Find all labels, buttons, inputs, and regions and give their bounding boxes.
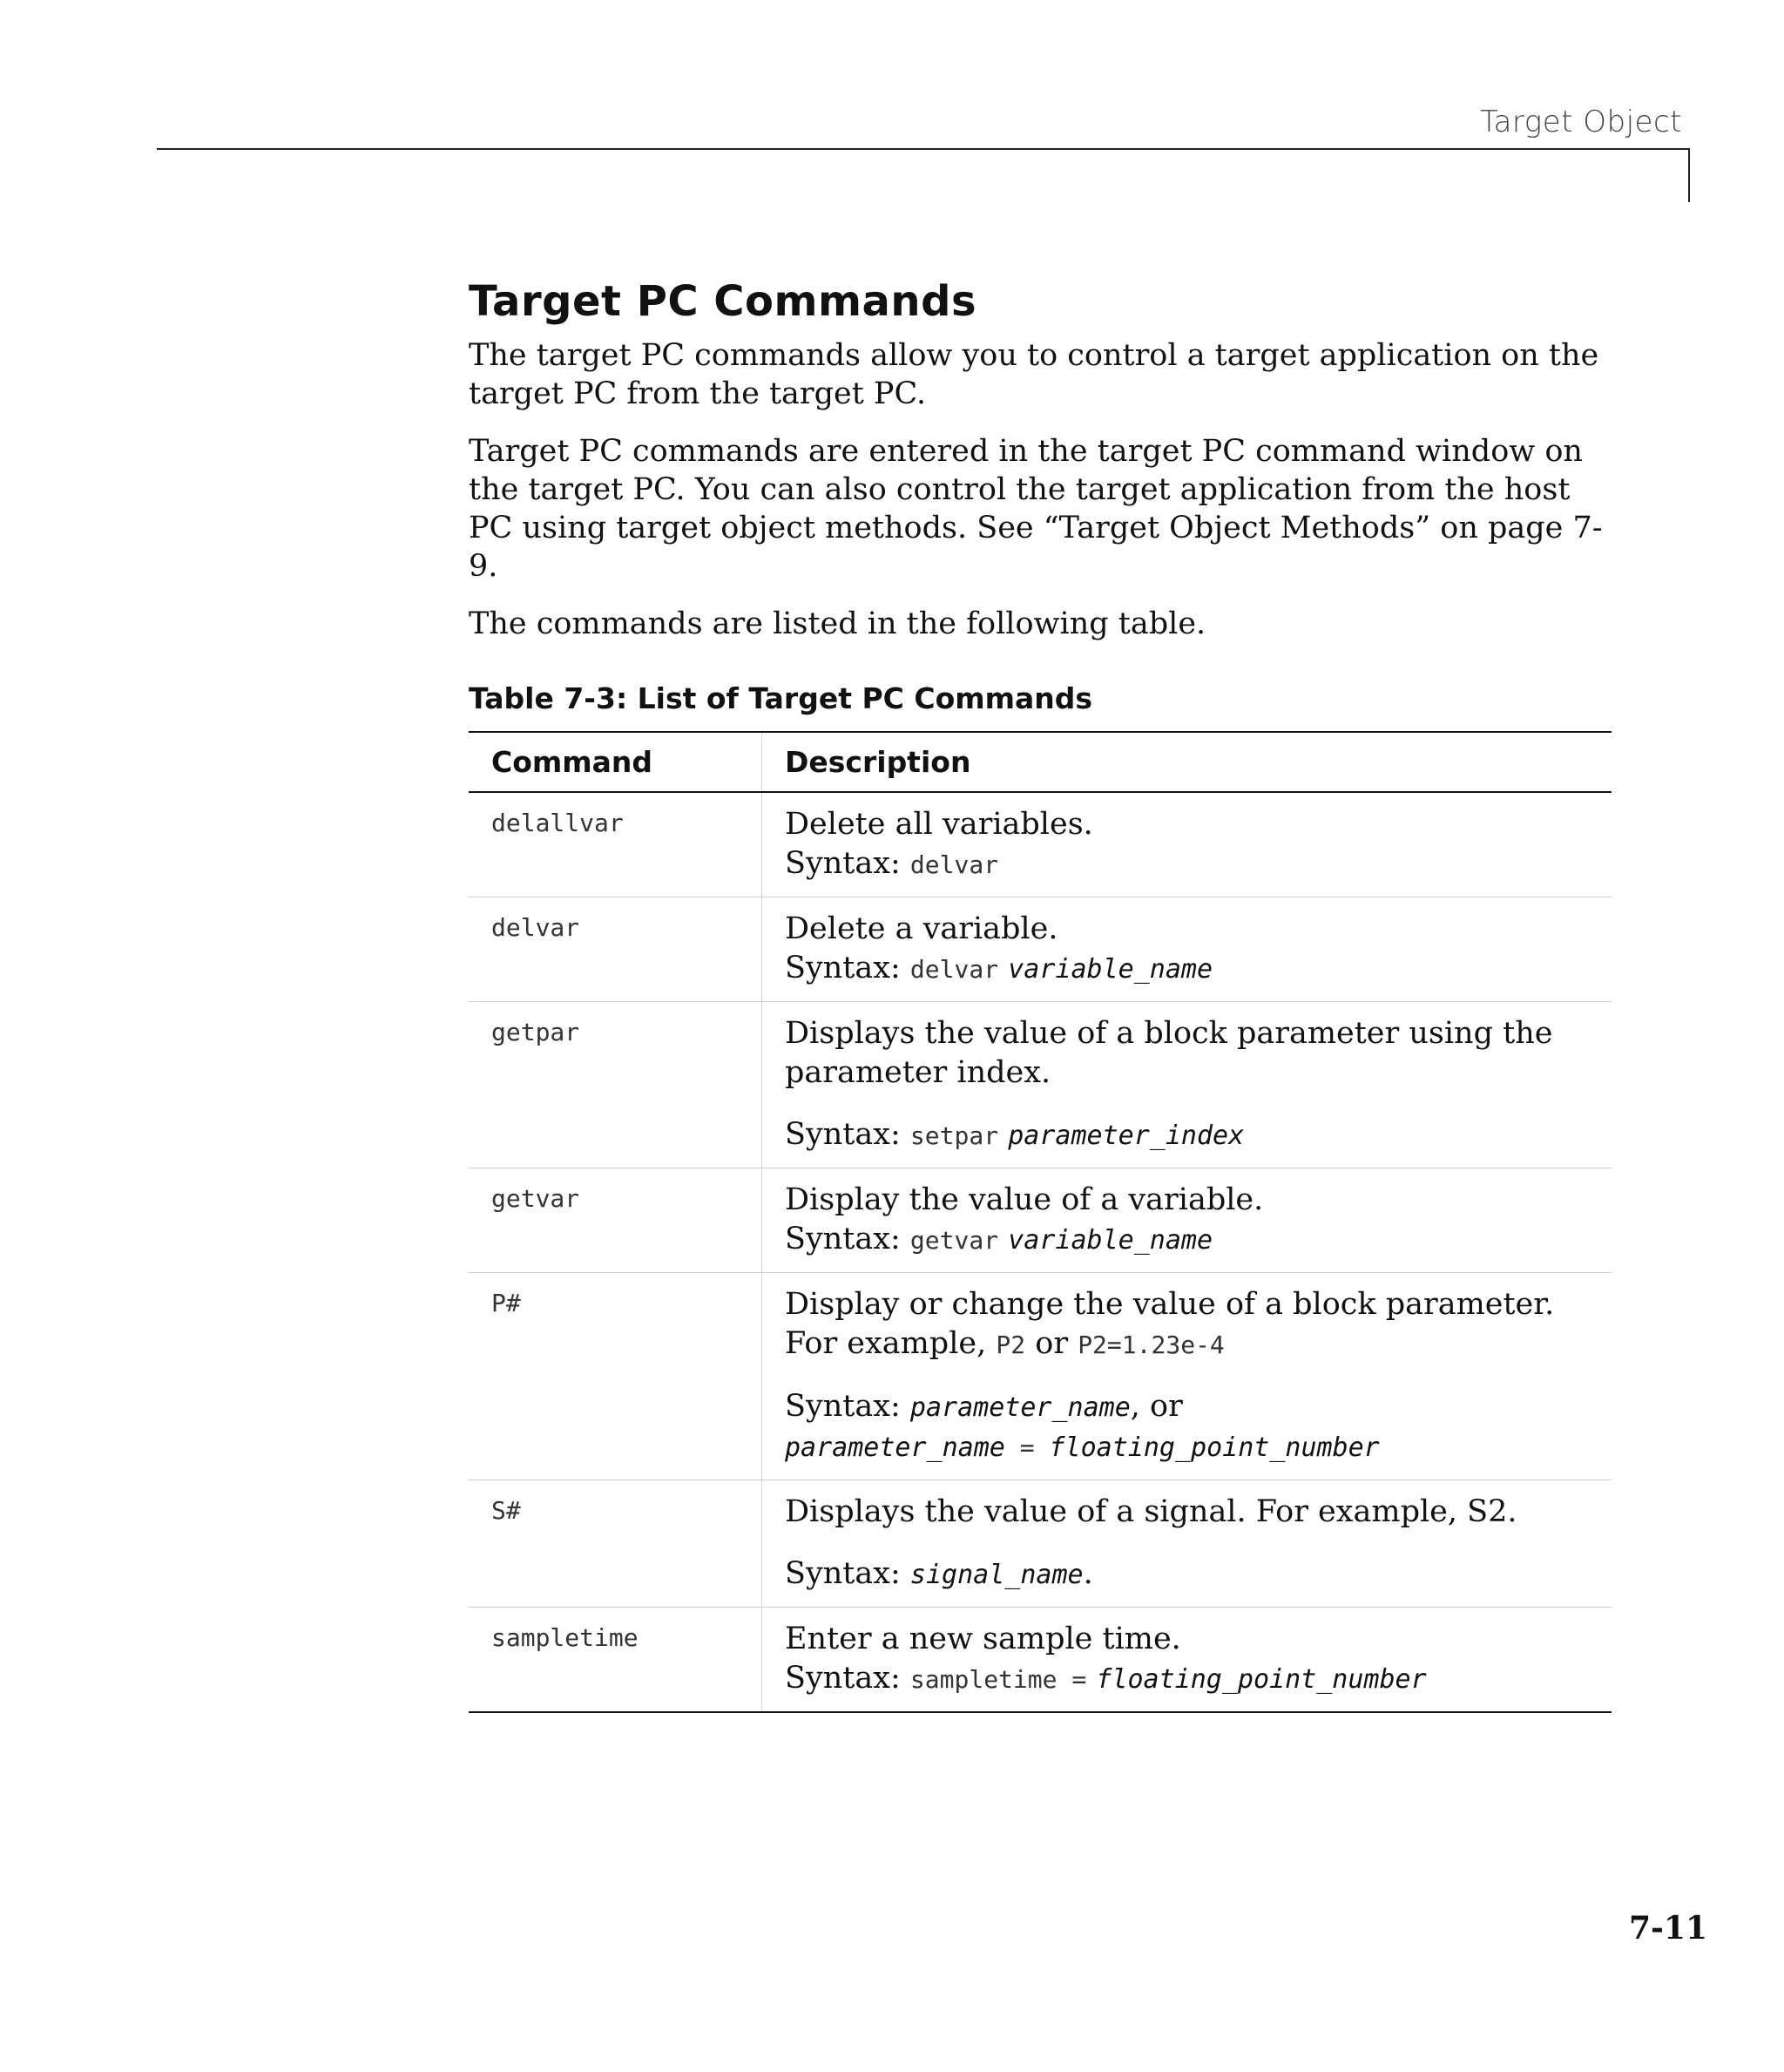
command-description: Enter a new sample time. [785, 1622, 1181, 1656]
command-description: Delete a variable. [785, 911, 1058, 946]
command-name: getvar [491, 1184, 580, 1213]
syntax-label: Syntax: [785, 951, 901, 985]
header-rule-tick [1688, 148, 1690, 202]
command-name: delallvar [491, 809, 624, 837]
syntax-argument: parameter_index [1008, 1121, 1245, 1151]
section-title: Target PC Commands [469, 277, 977, 326]
command-syntax-line-2 [785, 1427, 1603, 1467]
command-description: Display the value of a variable. [785, 1182, 1264, 1217]
header-command: Command [469, 732, 762, 792]
syntax-argument: parameter_name [909, 1392, 1131, 1423]
table-row [469, 1608, 1612, 1713]
syntax-code: delvar [909, 850, 999, 879]
header-rule [157, 148, 1690, 150]
example-code: P2=1.23e-4 [1078, 1331, 1225, 1359]
syntax-end: . [1083, 1556, 1093, 1591]
syntax-label: Syntax: [785, 1556, 901, 1591]
example-code: P2 [996, 1331, 1026, 1359]
table-header-row [469, 732, 1612, 792]
command-description [785, 1285, 1603, 1364]
table-intro-paragraph: The commands are listed in the following table. [469, 606, 1206, 641]
syntax-label: Syntax: [785, 1661, 901, 1696]
syntax-code: sampletime = [909, 1665, 1087, 1694]
command-syntax [785, 1659, 1603, 1699]
syntax-argument: variable_name [1008, 954, 1213, 985]
command-name: P# [491, 1289, 521, 1317]
syntax-code: delvar [909, 955, 999, 984]
table-row [469, 1480, 1612, 1608]
syntax-code: setpar [909, 1121, 999, 1150]
command-description: Displays the value of a block parameter using the parameter index. [785, 1016, 1553, 1090]
syntax-argument: variable_name [1008, 1225, 1213, 1256]
syntax-equals: = [1004, 1433, 1050, 1462]
syntax-separator: , or [1130, 1389, 1183, 1424]
table-row [469, 792, 1612, 897]
syntax-label: Syntax: [785, 1117, 901, 1152]
intro-paragraph: The target PC commands allow you to control a target application on the target PC from the target PC. [469, 338, 1599, 411]
command-syntax [785, 844, 1603, 884]
table-row [469, 1002, 1612, 1168]
commands-table [469, 731, 1612, 1713]
command-syntax [785, 1220, 1603, 1260]
command-syntax [785, 1554, 1603, 1595]
description-text: Display or change the value of a block parameter. For example, [785, 1287, 1555, 1361]
syntax-argument: floating_point_number [1049, 1432, 1380, 1463]
command-syntax [785, 1387, 1603, 1427]
syntax-label: Syntax: [785, 846, 901, 881]
header-description: Description [762, 732, 1612, 792]
command-name: delvar [491, 913, 580, 942]
command-description: Displays the value of a signal. For example, S2. [785, 1494, 1517, 1529]
syntax-label: Syntax: [785, 1222, 901, 1256]
table-row [469, 1168, 1612, 1273]
command-name: getpar [491, 1018, 580, 1046]
or-word: or [1035, 1326, 1069, 1361]
table-caption: Table 7-3: List of Target PC Commands [469, 681, 1093, 715]
syntax-argument: signal_name [909, 1560, 1084, 1590]
command-syntax [785, 1115, 1603, 1155]
command-syntax [785, 949, 1603, 989]
usage-paragraph: Target PC commands are entered in the target PC command window on the target PC. You can also control the target application from the host PC using target object methods. See “Target Object Methods” on page 7-9. [469, 434, 1603, 584]
syntax-argument: floating_point_number [1096, 1664, 1427, 1695]
table-row [469, 1273, 1612, 1480]
command-description: Delete all variables. [785, 807, 1093, 842]
running-head: Target Object [1479, 105, 1682, 139]
syntax-label: Syntax: [785, 1389, 901, 1424]
command-name: S# [491, 1496, 521, 1525]
syntax-argument: parameter_name [785, 1432, 1005, 1463]
page-content [469, 277, 1612, 1713]
command-name: sampletime [491, 1623, 639, 1652]
page-number: 7-11 [1629, 1910, 1708, 1947]
table-row [469, 897, 1612, 1002]
syntax-code: getvar [909, 1226, 999, 1255]
